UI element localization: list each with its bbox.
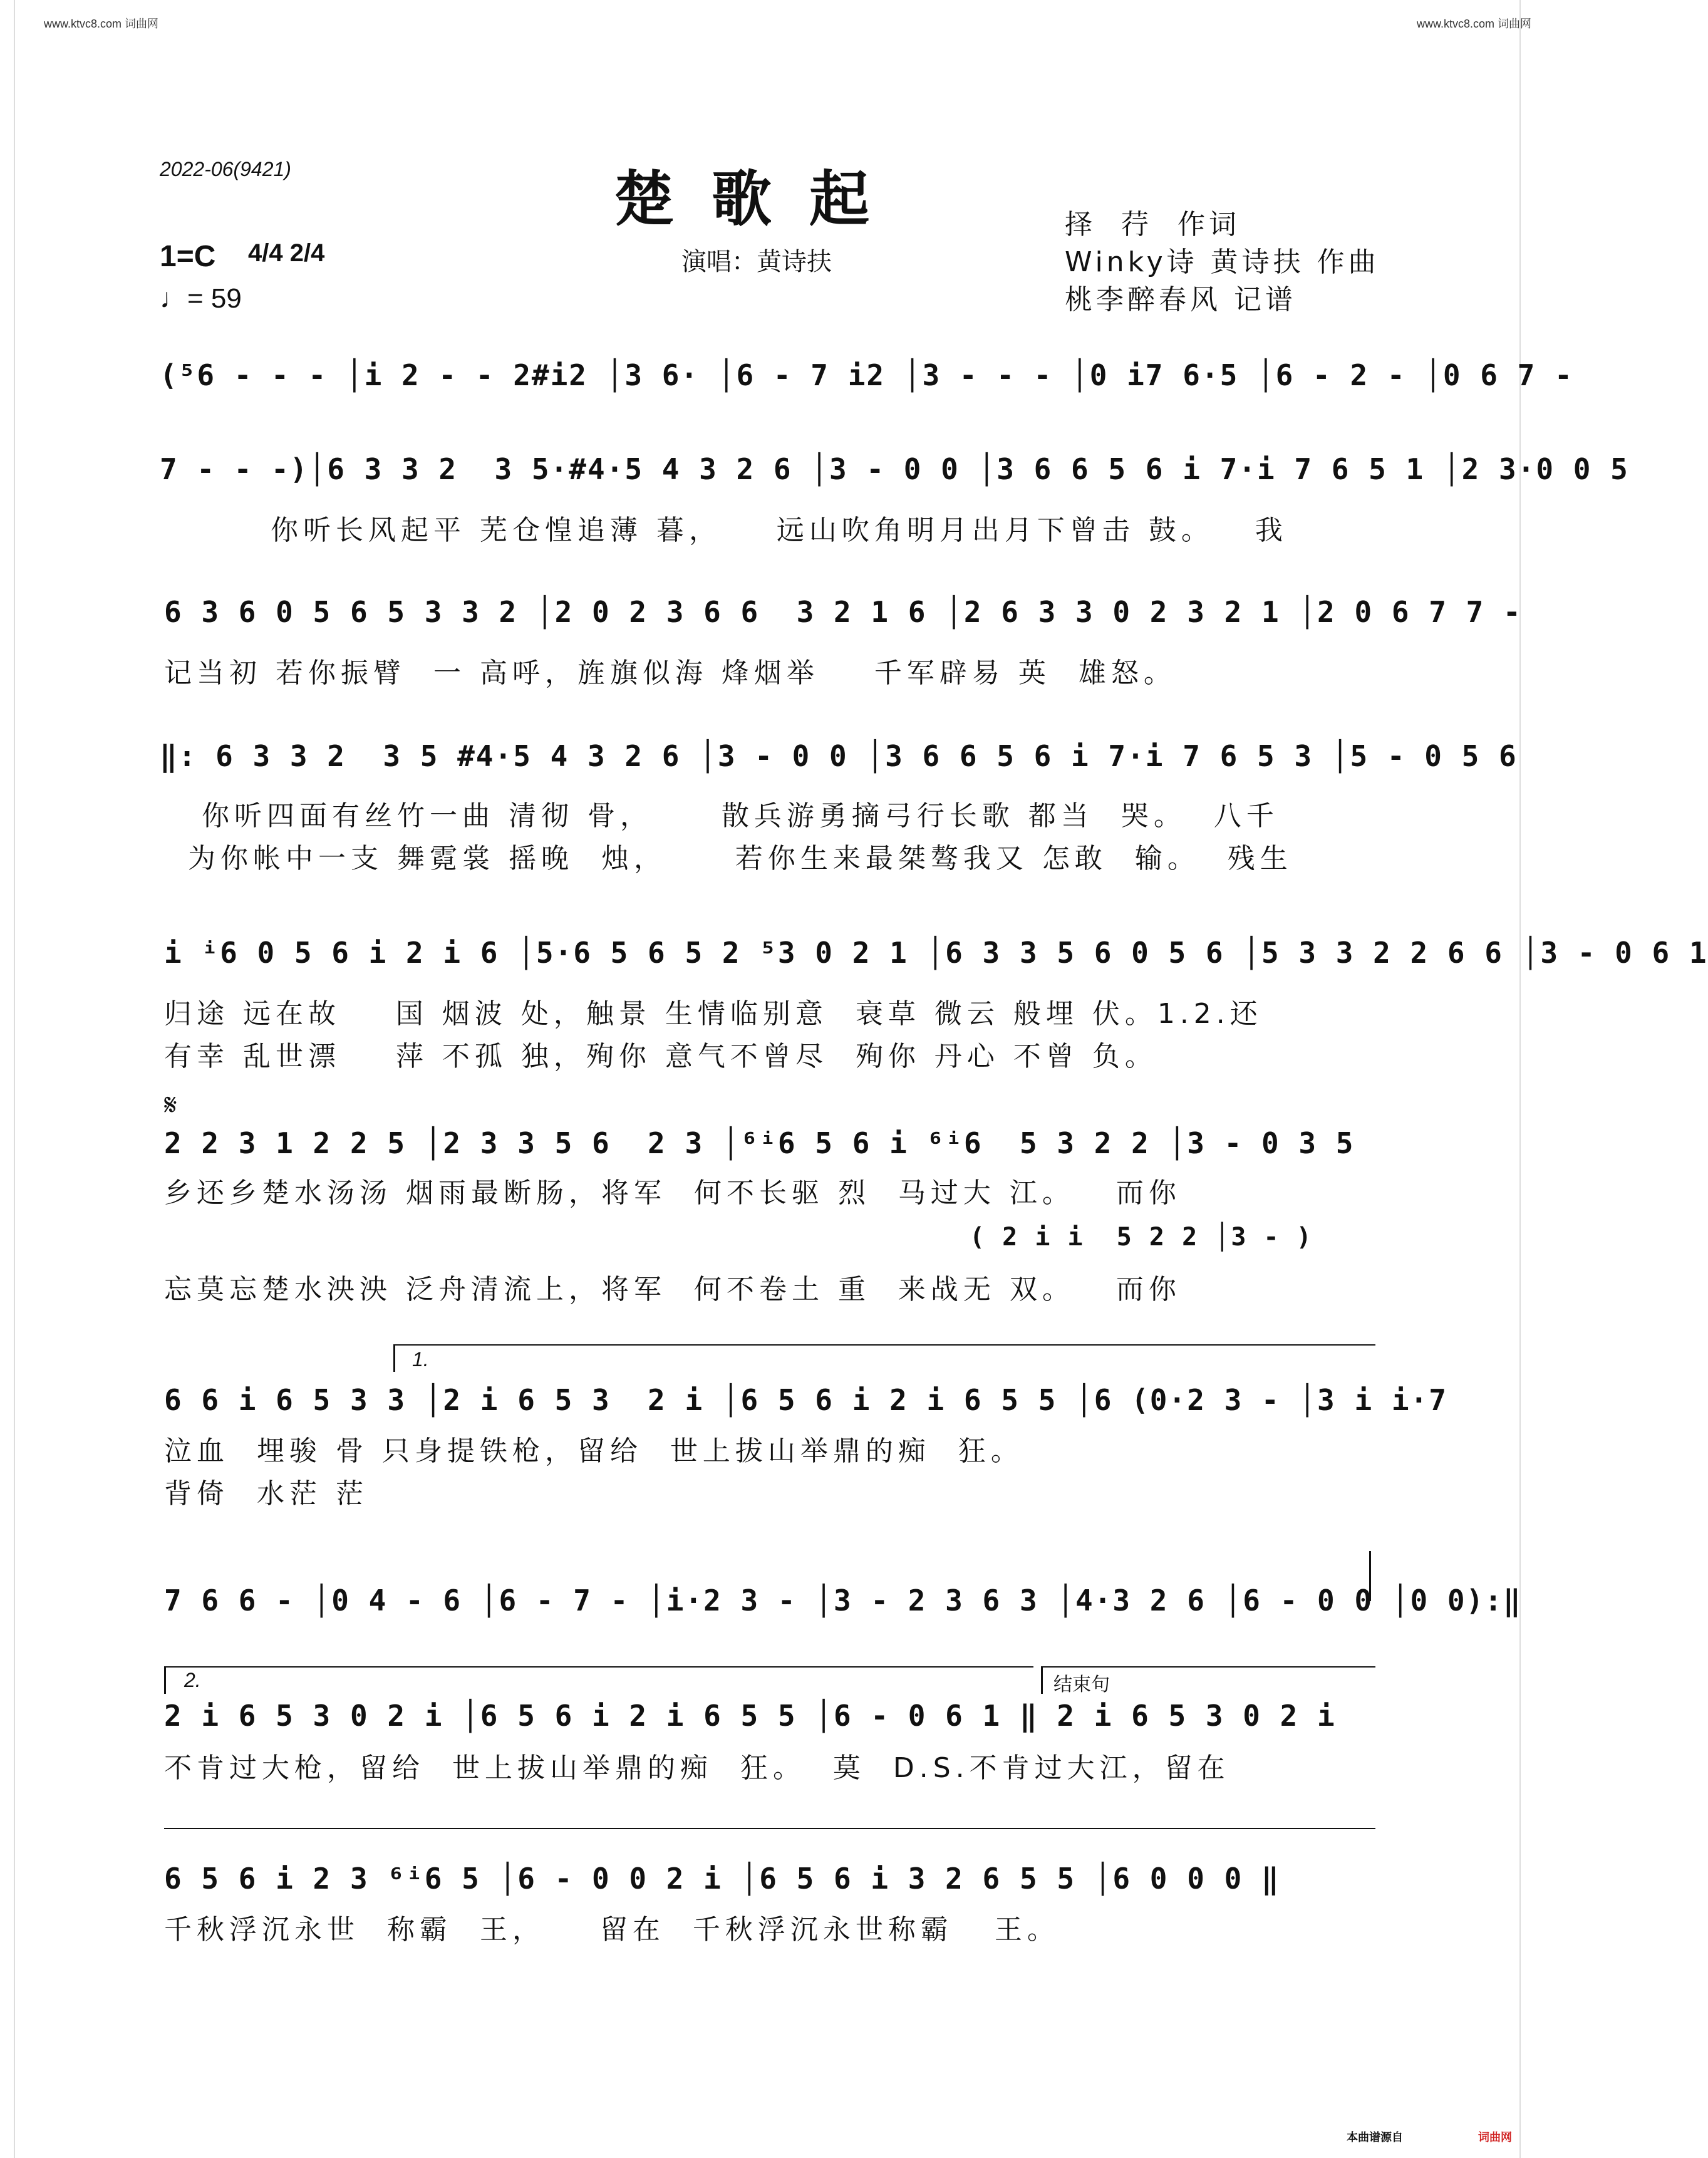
tempo: ♩= 59 [160,283,242,314]
site-label-right: www.ktvc8.com 词曲网 [1417,18,1532,30]
lyric-line: 记当初 若你振臂 一 高呼，旌旗似海 烽烟举 千军辟易 英 雄怒。 [164,657,1176,689]
volta-label: 2. [184,1669,201,1691]
score-row-notes: 6 3 6 0 5 6 5 3 3 2 │2 0 2 3 6 6 3 2 1 6 │2 6 3 3 0 2 3 2 1 │2 0 6 7 7 - [164,595,1522,629]
staff-top-rule [164,1828,1375,1829]
volta-bracket-edge [164,1666,166,1694]
composer-credit: Winky诗 黄诗扶 作曲 [1065,246,1380,278]
lyric-line: 你听四面有丝竹一曲 清彻 骨， 散兵游勇摘弓行长歌 都当 哭。 八千 [188,800,1279,832]
lyric-line: 为你帐中一支 舞霓裳 摇晚 烛， 若你生来最桀骜我又 怎敢 输。 残生 [188,843,1293,874]
key-signature: 1=C [160,240,216,273]
score-row-notes: 2 2 3 1 2 2 5 │2 3 3 5 6 2 3 │⁶ⁱ6 5 6 i ⁶ⁱ6 5 3 2 2 │3 - 0 3 5 [164,1126,1355,1160]
aside-notes: ( 2 i i 5 2 2 │3 - ) [970,1223,1313,1252]
score-row-notes: (⁵6 - - - │i 2 - - 2#i2 │3 6· │6 - 7 i2 │3 - - - │0 i7 6·5 │6 - 2 - │0 6 7 - [160,358,1573,392]
singer: 演唱：黄诗扶 [681,247,832,276]
volta-bracket-edge [393,1344,395,1372]
score-row-notes: 6 6 i 6 5 3 3 │2 i 6 5 3 2 i │6 5 6 i 2 i 6 5 5 │6 (0·2 3 - │3 i i·7 [164,1383,1447,1417]
score-row-notes: 6 5 6 i 2 3 ⁶ⁱ6 5 │6 - 0 0 2 i │6 5 6 i 3 2 6 5 5 │6 0 0 0 ‖ [164,1862,1280,1896]
lyric-line: 乡还乡楚水汤汤 烟雨最断肠，将军 何不长驱 烈 马过大 江。 而你 [164,1177,1181,1209]
ending-label: 结束句 [1053,1674,1110,1696]
score-row-notes: i ⁱ6 0 5 6 i 2 i 6 │5·6 5 6 5 2 ⁵3 0 2 1 │6 3 3 5 6 0 5 6 │5 3 3 2 2 6 6 │3 - 0 6 1 [164,936,1708,970]
volta-bracket [164,1666,1033,1668]
score-row-notes: 7 6 6 - │0 4 - 6 │6 - 7 - │i·2 3 - │3 - 2 3 6 3 │4·3 2 6 │6 - 0 0 │0 0):‖ [164,1584,1522,1617]
lyric-line: 忘莫忘楚水泱泱 泛舟清流上，将军 何不卷土 重 来战无 双。 而你 [164,1274,1181,1305]
segno-sign: 𝄋 [164,1087,177,1123]
lyricist-credit: 择 荇 作词 [1065,209,1240,241]
lyric-line: 背倚 水茫 茫 [164,1478,368,1510]
ending-bracket-edge [1041,1666,1043,1694]
footer-source: 本曲谱源自 [1347,2131,1403,2144]
score-row-notes: 7 - - -)│6 3 3 2 3 5·#4·5 4 3 2 6 │3 - 0 0 │3 6 6 5 6 i 7·i 7 6 5 1 │2 3·0 0 5 [160,452,1629,486]
site-label-left: www.ktvc8.com 词曲网 [44,18,159,30]
lyric-line: 你听长风起平 芜仓惶追薄 暮， 远山吹角明月出月下曾击 鼓。 我 [271,514,1288,546]
lyric-line: 不肯过大枪，留给 世上拔山举鼎的痴 狂。 莫 D.S.不肯过大江，留在 [164,1752,1230,1784]
right-margin-strip [1519,0,1521,2158]
score-row-notes: 2 i 6 5 3 0 2 i │6 5 6 i 2 i 6 5 5 │6 - 0 6 1 ‖ 2 i 6 5 3 0 2 i [164,1699,1336,1733]
page-title: 楚歌起 [614,163,907,234]
date-code: 2022-06(9421) [160,158,291,180]
transcriber-credit: 桃李醉春风 记谱 [1065,284,1297,316]
lyric-line: 千秋浮沉永世 称霸 王， 留在 千秋浮沉永世称霸 王。 [164,1914,1060,1946]
volta-label: 1. [412,1348,429,1371]
left-margin-strip [14,0,15,2158]
lyric-line: 有幸 乱世漂 萍 不孤 独，殉你 意气不曾尽 殉你 丹心 不曾 负。 [164,1040,1157,1072]
ending-bracket [1041,1666,1375,1668]
volta-bracket [393,1344,1375,1346]
lyric-line: 归途 远在故 国 烟波 处，触景 生情临别意 衰草 微云 般埋 伏。1.2.还 [164,998,1263,1030]
footer-site-logo: 词曲网 [1478,2131,1512,2144]
score-row-notes: ‖: 6 3 3 2 3 5 #4·5 4 3 2 6 │3 - 0 0 │3 6 6 5 6 i 7·i 7 6 5 3 │5 - 0 5 6 [160,739,1518,773]
lyric-line: 泣血 埋骏 骨 只身提铁枪，留给 世上拔山举鼎的痴 狂。 [164,1435,1023,1467]
time-signature: 4/4 2/4 [248,239,325,267]
